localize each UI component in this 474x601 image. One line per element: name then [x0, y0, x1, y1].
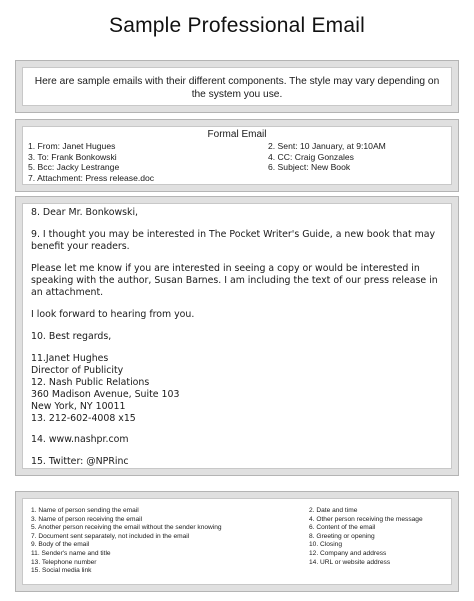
legend-item: 15. Social media link — [31, 567, 92, 575]
email-twitter: 15. Twitter: @NPRinc — [31, 456, 129, 467]
header-to: 3. To: Frank Bonkowski — [28, 151, 117, 162]
signature-company: 12. Nash Public Relations — [31, 377, 150, 388]
legend-item: 14. URL or website address — [309, 558, 391, 566]
legend-item: 3. Name of person receiving the email — [31, 515, 143, 523]
legend-box — [15, 491, 459, 592]
email-closing: 10. Best regards, — [31, 331, 112, 342]
email-header-right-column — [268, 141, 386, 173]
email-paragraph-2: Please let me know if you are interested in seeing a copy or would be interested in speaking with the author, Susan Barnes. I am including the text of our press release in an attachment. — [31, 263, 438, 298]
header-sent: 2. Sent: 10 January, at 9:10AM — [268, 141, 386, 151]
email-paragraph-3: I look forward to hearing from you. — [31, 309, 195, 320]
header-attachment: 7. Attachment: Press release.doc — [28, 172, 155, 183]
legend-item: 13. Telephone number — [31, 558, 97, 566]
signature-city: New York, NY 10011 — [31, 401, 126, 412]
legend-item: 8. Greeting or opening — [309, 532, 375, 540]
email-header-left-column — [28, 141, 154, 183]
legend-item: 10. Closing — [309, 541, 342, 549]
legend-item: 5. Another person receiving the email without the sender knowing — [31, 524, 222, 532]
legend-item: 7. Document sent separately, not included in the email — [31, 532, 190, 540]
intro-box — [15, 60, 459, 113]
signature-name: 11.Janet Hughes — [31, 353, 109, 364]
header-bcc: 5. Bcc: Jacky Lestrange — [28, 162, 120, 172]
legend-item: 9. Body of the email — [31, 541, 90, 549]
header-cc: 4. CC: Craig Gonzales — [268, 151, 354, 162]
legend-item: 6. Content of the email — [309, 524, 376, 532]
legend-item: 11. Sender's name and title — [31, 549, 111, 557]
email-header-box — [15, 119, 459, 192]
signature-title: Director of Publicity — [31, 365, 124, 376]
email-signature — [31, 353, 445, 425]
legend-left-column — [31, 507, 222, 576]
signature-phone: 13. 212-602-4008 x15 — [31, 413, 136, 424]
email-header-title: Formal Email — [207, 129, 267, 140]
header-subject: 6. Subject: New Book — [268, 162, 351, 172]
email-website: 14. www.nashpr.com — [31, 434, 129, 445]
email-greeting: 8. Dear Mr. Bonkowski, — [31, 207, 139, 218]
signature-address: 360 Madison Avenue, Suite 103 — [31, 389, 180, 400]
email-body-box — [15, 196, 459, 476]
legend-item: 2. Date and time — [309, 507, 358, 514]
legend-item: 4. Other person receiving the message — [309, 515, 423, 523]
header-from: 1. From: Janet Hugues — [28, 141, 116, 151]
legend-item: 1. Name of person sending the email — [31, 507, 139, 514]
legend-right-column — [309, 507, 423, 567]
email-paragraph-1: 9. I thought you may be interested in The Pocket Writer's Guide, a new book that may benefit your readers. — [31, 229, 436, 252]
legend-item: 12. Company and address — [309, 549, 387, 557]
page-title: Sample Professional Email — [109, 14, 365, 37]
intro-text: Here are sample emails with their different components. The style may vary depending on the system you use. — [22, 67, 452, 106]
